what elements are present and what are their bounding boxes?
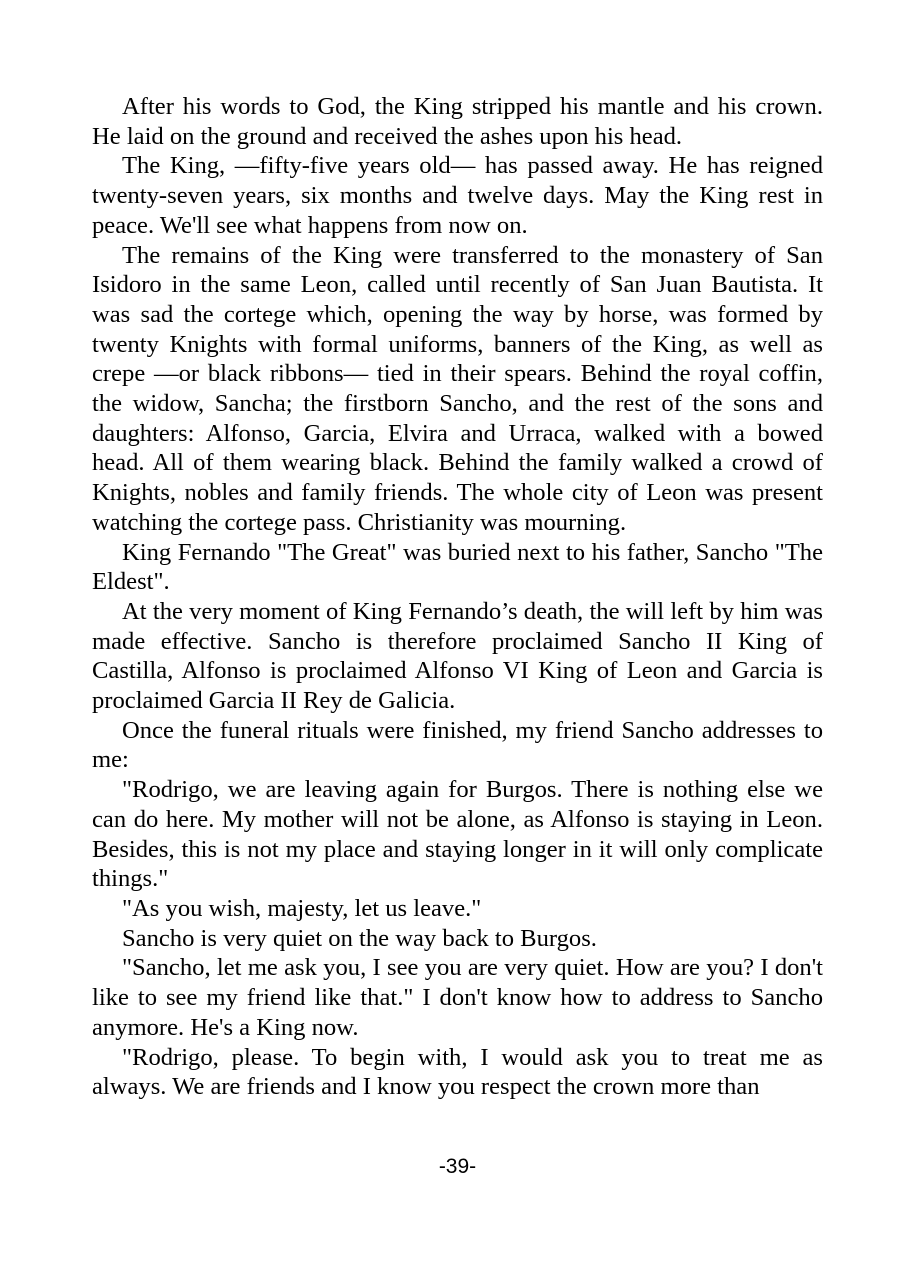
paragraph: Sancho is very quiet on the way back to Burgos.: [122, 924, 597, 952]
paragraph: After his words to God, the King stripped his mantle and his crown. He laid on the ground and received the ashes upon his head.: [92, 93, 823, 150]
page-body-text: [92, 92, 823, 1102]
paragraph: At the very moment of King Fernando’s death, the will left by him was made effective. Sancho is therefore proclaimed Sancho II King of Castilla, Alfonso is proclaimed Alfonso VI King of Leon and Garcia is proclaimed Garcia II Rey de Galicia.: [92, 597, 823, 715]
paragraph: King Fernando "The Great" was buried next to his father, Sancho "The Eldest".: [92, 538, 823, 596]
paragraph: "As you wish, majesty, let us leave.": [122, 894, 482, 922]
page-number: -39-: [438, 1155, 477, 1178]
paragraph: The King, ―fifty-five years old― has passed away. He has reigned twenty-seven years, six months and twelve days. May the King rest in peace. We'll see what happens from now on.: [92, 152, 823, 239]
paragraph: "Rodrigo, we are leaving again for Burgos. There is nothing else we can do here. My mother will not be alone, as Alfonso is staying in Leon. Besides, this is not my place and staying longer in it will only complicate things.": [92, 776, 823, 893]
paragraph: "Rodrigo, please. To begin with, I would ask you to treat me as always. We are friends and I know you respect the crown more than: [92, 1043, 823, 1101]
paragraph: The remains of the King were transferred to the monastery of San Isidoro in the same Leon, called until recently of San Juan Bautista. It was sad the cortege which, opening the way by horse, was formed by twenty Knights with formal uniforms, banners of the King, as well as crepe ―or black ribbons― tied in their spears. Behind the royal coffin, the widow, Sancha; the firstborn Sancho, and the rest of the sons and daughters: Alfonso, Garcia, Elvira and Urraca, walked with a bowed head. All of them wearing black. Behind the family walked a crowd of Knights, nobles and family friends. The whole city of Leon was present watching the cortege pass. Christianity was mourning.: [92, 241, 823, 536]
paragraph: Once the funeral rituals were finished, my friend Sancho addresses to me:: [92, 716, 823, 774]
paragraph: "Sancho, let me ask you, I see you are very quiet. How are you? I don't like to see my friend like that." I don't know how to address to Sancho anymore. He's a King now.: [92, 954, 823, 1041]
